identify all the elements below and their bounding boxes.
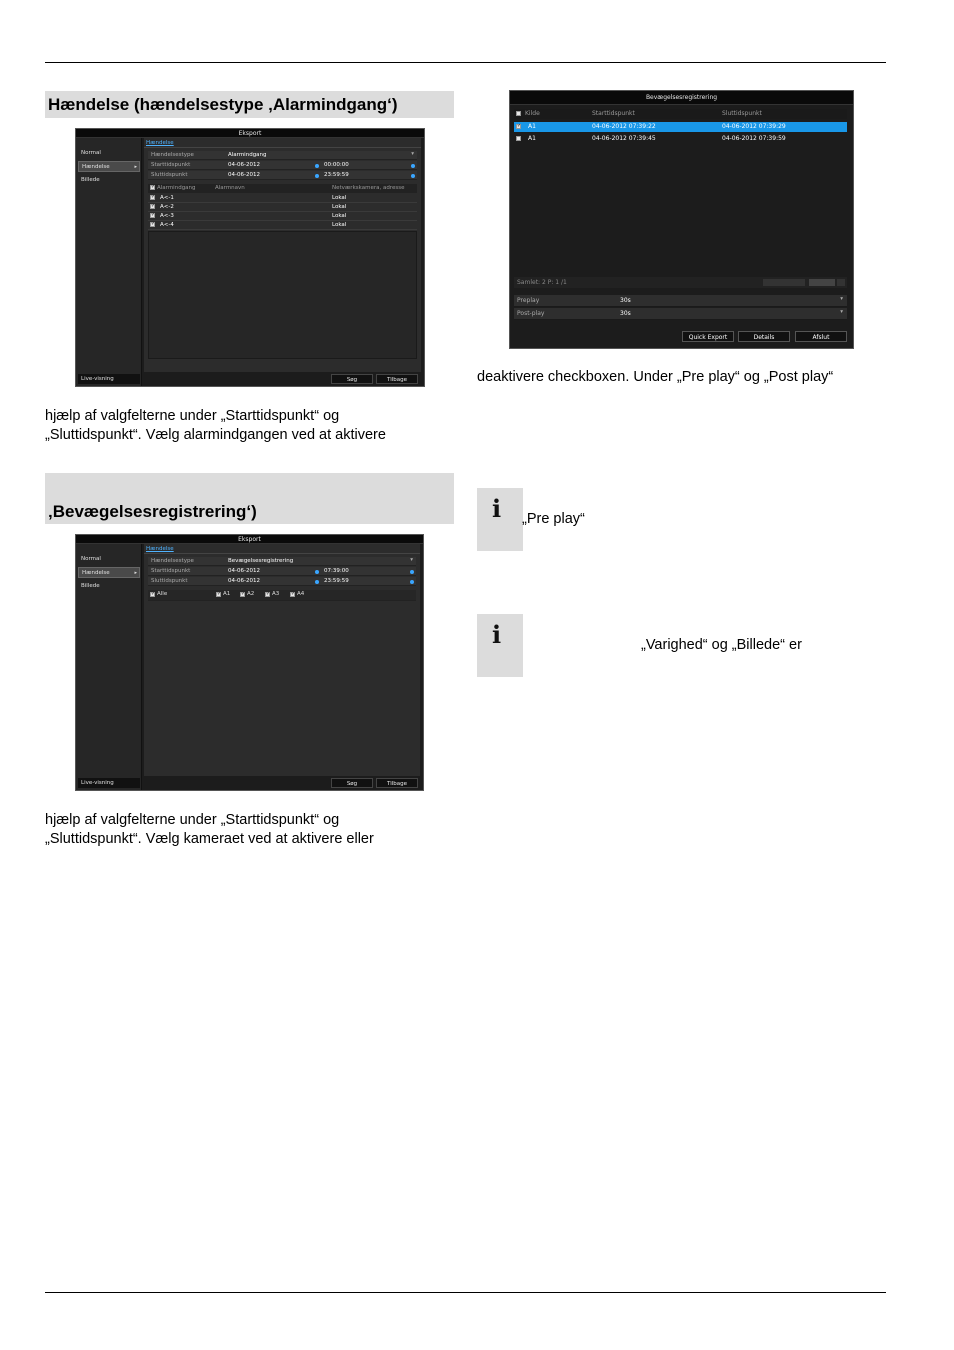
clock-icon[interactable] (411, 174, 415, 178)
column-header: Alarmnavn (215, 185, 245, 191)
clock-icon[interactable] (411, 164, 415, 168)
chevron-down-icon: ▾ (840, 309, 843, 315)
section1-heading: Hændelse (hændelsestype ‚Alarmindgang‘) (48, 95, 398, 114)
exit-button[interactable]: Afslut (795, 331, 847, 342)
table-row[interactable] (148, 212, 417, 221)
location-cell: Lokal (332, 213, 347, 219)
chevron-down-icon: ▾ (840, 296, 843, 302)
camera-label: A1 (223, 591, 231, 597)
row-checkbox[interactable] (150, 195, 155, 200)
live-view-button[interactable]: Live-visning (78, 778, 140, 788)
sidebar (76, 138, 142, 386)
time-value: 23:59:59 (324, 578, 349, 584)
source-cell: A1 (528, 123, 536, 130)
row-checkbox[interactable] (150, 213, 155, 218)
alarm-input-cell: A<-1 (160, 195, 174, 201)
camera-label: A3 (272, 591, 280, 597)
section2-heading: ‚Bevægelsesregistrering‘) (48, 502, 257, 521)
location-cell: Lokal (332, 222, 347, 228)
camera-checkbox-a4[interactable] (290, 592, 295, 597)
bottom-rule (45, 1292, 886, 1293)
section1-body-line1: hjælp af valgfelterne under „Starttidspunkt“ og (45, 408, 340, 424)
camera-selection-row (148, 590, 416, 601)
column-header: Netværkskamera, adresse (332, 185, 405, 191)
date-value: 04-06-2012 (228, 568, 260, 574)
date-value: 04-06-2012 (228, 172, 260, 178)
chevron-right-icon: ▸ (134, 164, 137, 170)
live-view-button[interactable]: Live-visning (78, 374, 140, 384)
info-box-1 (477, 488, 523, 551)
column-header: Alarmindgang (157, 185, 196, 191)
field-label: Starttidspunkt (151, 162, 191, 168)
alarm-input-cell: A<-3 (160, 213, 174, 219)
source-cell: A1 (528, 135, 536, 142)
window-title: Eksport (76, 129, 424, 138)
select-all-checkbox[interactable] (150, 185, 155, 190)
start-time-field[interactable] (148, 567, 416, 576)
pager (514, 277, 847, 288)
time-value: 23:59:59 (324, 172, 349, 178)
top-rule (45, 62, 886, 63)
table-row[interactable] (148, 221, 417, 230)
info-box-2 (477, 614, 523, 677)
date-value: 04-06-2012 (228, 162, 260, 168)
page-input[interactable] (809, 279, 835, 286)
field-label: Preplay (517, 297, 540, 304)
row-checkbox[interactable] (150, 222, 155, 227)
event-type-field[interactable] (148, 151, 417, 160)
camera-checkbox-a2[interactable] (240, 592, 245, 597)
camera-label: A4 (297, 591, 305, 597)
event-type-field[interactable] (148, 557, 416, 566)
start-time-field[interactable] (148, 161, 417, 170)
row-checkbox[interactable] (516, 124, 521, 129)
clock-icon[interactable] (410, 580, 414, 584)
table-empty-area (148, 231, 417, 359)
screenshot-motion-results (509, 90, 854, 349)
section1-heading-box (45, 91, 454, 118)
tab-divider (144, 147, 421, 148)
details-button[interactable]: Details (738, 331, 790, 342)
right-column-paragraph: deaktivere checkboxen. Under „Pre play“ og „Post play“ (477, 369, 834, 385)
preplay-field[interactable] (514, 295, 847, 307)
empty-area (148, 602, 416, 763)
field-label: Hændelsestype (151, 558, 194, 564)
clock-icon[interactable] (410, 570, 414, 574)
column-header: Kilde (525, 110, 540, 117)
tab-event[interactable]: Hændelse (146, 546, 174, 552)
chevron-down-icon: ▾ (411, 151, 414, 157)
pager-summary: Samlet: 2 P: 1 /1 (517, 279, 567, 286)
calendar-icon[interactable] (315, 570, 319, 574)
search-button[interactable]: Søg (331, 374, 373, 384)
start-cell: 04-06-2012 07:39:45 (592, 135, 656, 142)
camera-label: Alle (157, 591, 168, 597)
column-header: Starttidspunkt (592, 110, 635, 117)
results-table-header (514, 109, 847, 119)
time-value: 00:00:00 (324, 162, 349, 168)
end-time-field[interactable] (148, 577, 416, 586)
select-all-checkbox[interactable] (516, 111, 521, 116)
column-header: Sluttidspunkt (722, 110, 762, 117)
info-icon: i (492, 494, 502, 523)
field-value: Alarmindgang (228, 152, 267, 158)
field-label: Hændelsestype (151, 152, 194, 158)
field-label: Sluttidspunkt (151, 578, 188, 584)
location-cell: Lokal (332, 204, 347, 210)
sidebar-item-event[interactable] (78, 567, 140, 578)
table-header (148, 184, 417, 193)
table-row[interactable] (148, 194, 417, 203)
end-time-field[interactable] (148, 171, 417, 180)
quick-export-button[interactable]: Quick Export (682, 331, 734, 342)
camera-checkbox-a3[interactable] (265, 592, 270, 597)
screenshot-export-motion (75, 534, 424, 791)
sidebar-item-picture[interactable]: Billede (81, 177, 100, 183)
window-title: Bevægelsesregistrering (510, 91, 853, 105)
alarm-input-cell: A<-2 (160, 204, 174, 210)
chevron-down-icon: ▾ (410, 557, 413, 563)
end-cell: 04-06-2012 07:39:59 (722, 135, 786, 142)
main-panel (144, 544, 420, 776)
chevron-right-icon: ▸ (134, 570, 137, 576)
section2-heading-box (45, 473, 454, 524)
go-button[interactable] (837, 279, 845, 286)
table-row[interactable] (514, 134, 847, 144)
postplay-field[interactable] (514, 308, 847, 320)
sidebar-item-label: Hændelse (82, 164, 110, 170)
calendar-icon[interactable] (315, 174, 319, 178)
start-cell: 04-06-2012 07:39:22 (592, 123, 656, 130)
tab-divider (144, 553, 420, 554)
sidebar-item-event[interactable] (78, 161, 140, 172)
field-label: Starttidspunkt (151, 568, 191, 574)
pager-controls[interactable] (763, 279, 805, 286)
window-title: Eksport (76, 535, 423, 544)
screenshot-export-alarm-input (75, 128, 425, 387)
section2-body-line1: hjælp af valgfelterne under „Starttidspunkt“ og (45, 812, 340, 828)
location-cell: Lokal (332, 195, 347, 201)
back-button[interactable]: Tilbage (376, 374, 418, 384)
calendar-icon[interactable] (315, 164, 319, 168)
row-checkbox[interactable] (150, 204, 155, 209)
tab-event[interactable]: Hændelse (146, 140, 174, 146)
sidebar-item-label: Hændelse (82, 570, 110, 576)
camera-checkbox-all[interactable] (150, 592, 155, 597)
alarm-input-cell: A<-4 (160, 222, 174, 228)
table-row[interactable] (514, 122, 847, 132)
search-button[interactable]: Søg (331, 778, 373, 788)
time-value: 07:39:00 (324, 568, 349, 574)
note2-text: „Varighed“ og „Billede“ er (641, 637, 802, 653)
sidebar-item-picture[interactable]: Billede (81, 583, 100, 589)
main-panel (144, 138, 421, 372)
end-cell: 04-06-2012 07:39:29 (722, 123, 786, 130)
info-icon: i (492, 620, 502, 649)
sidebar-item-normal[interactable]: Normal (81, 150, 101, 156)
camera-label: A2 (247, 591, 255, 597)
table-row[interactable] (148, 203, 417, 212)
note1-text: „Pre play“ (522, 511, 585, 527)
back-button[interactable]: Tilbage (376, 778, 418, 788)
sidebar-item-normal[interactable]: Normal (81, 556, 101, 562)
row-checkbox[interactable] (516, 136, 521, 141)
section1-body-line2: „Sluttidspunkt“. Vælg alarmindgangen ved at aktivere (45, 427, 386, 443)
field-label: Post-play (517, 310, 545, 317)
field-value: 30s (620, 310, 631, 317)
section2-body-line2: „Sluttidspunkt“. Vælg kameraet ved at aktivere eller (45, 831, 374, 847)
field-label: Sluttidspunkt (151, 172, 188, 178)
camera-checkbox-a1[interactable] (216, 592, 221, 597)
sidebar (76, 544, 142, 790)
calendar-icon[interactable] (315, 580, 319, 584)
field-value: Bevægelsesregistrering (228, 558, 294, 564)
field-value: 30s (620, 297, 631, 304)
date-value: 04-06-2012 (228, 578, 260, 584)
